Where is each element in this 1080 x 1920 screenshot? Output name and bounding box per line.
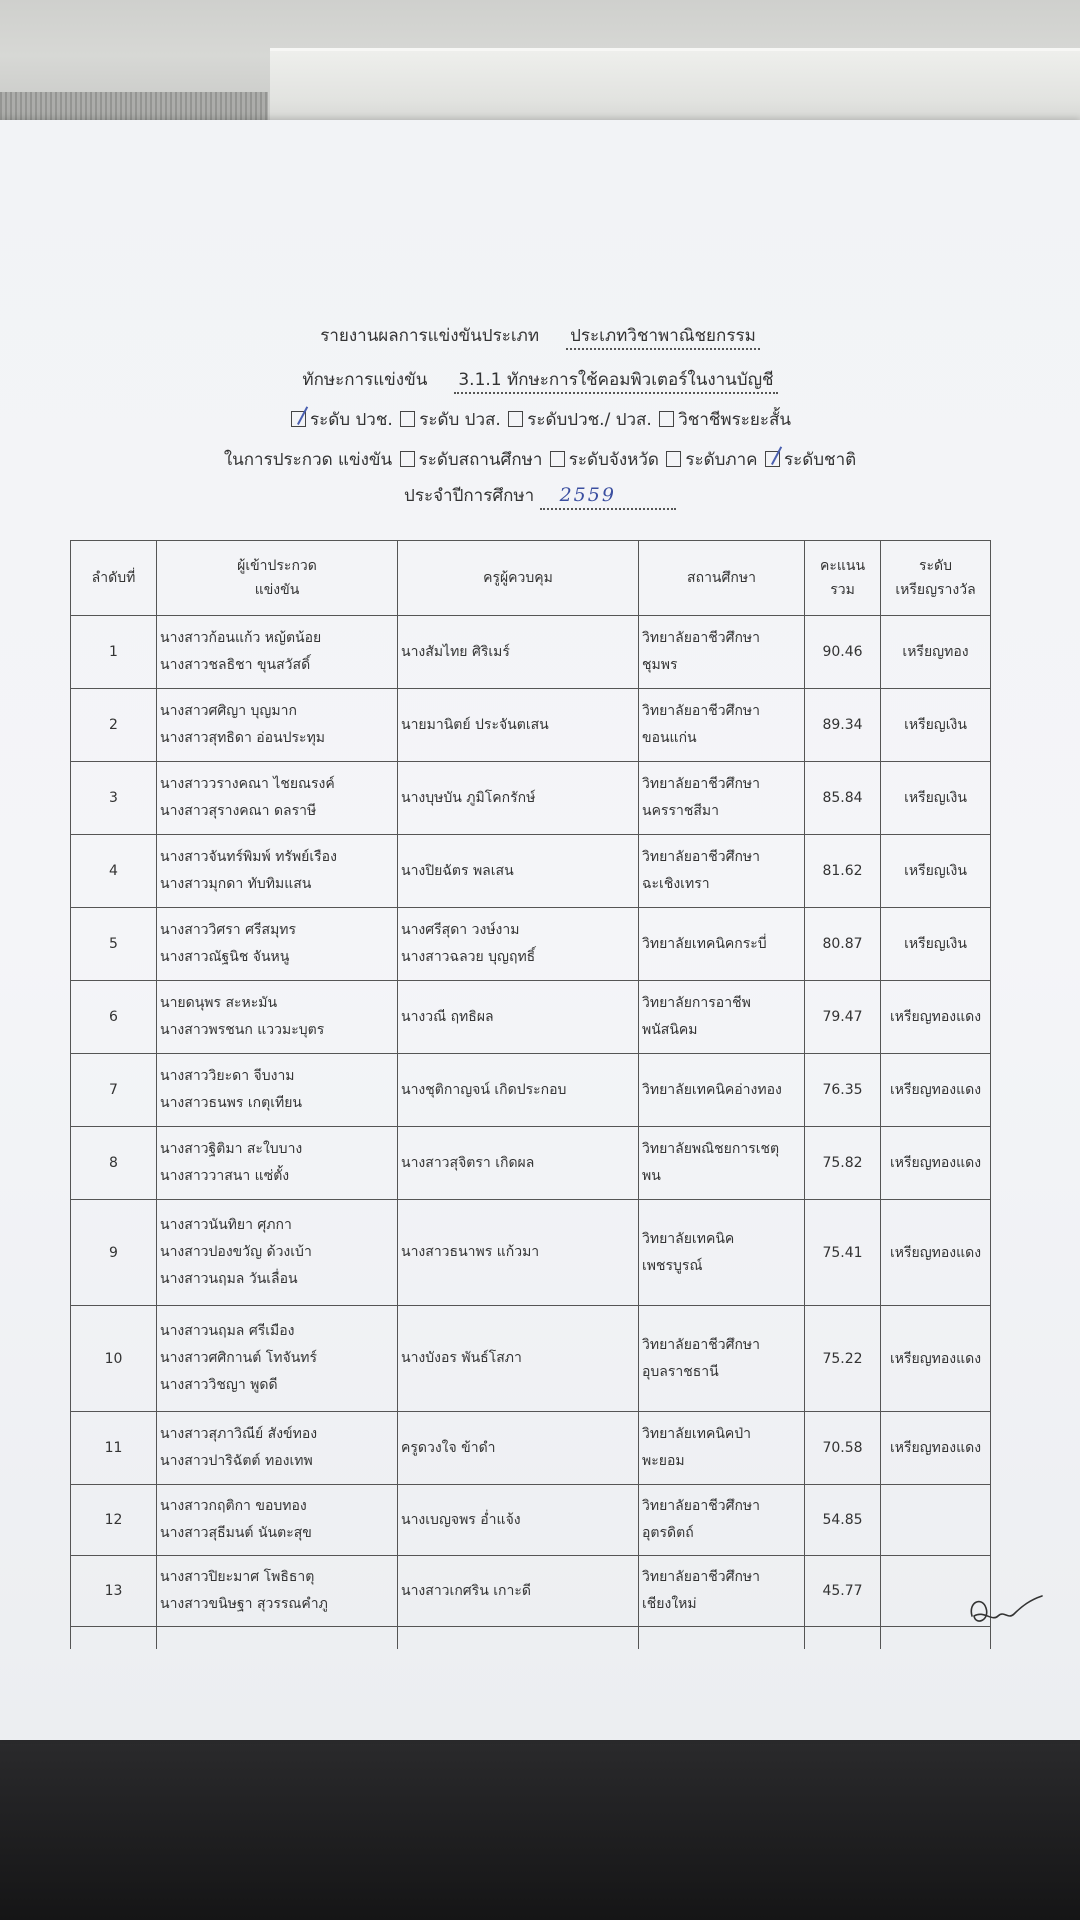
cell-score: 90.46 — [805, 616, 881, 689]
year-label: ประจำปีการศึกษา — [404, 486, 535, 506]
cell-award — [881, 1485, 991, 1556]
cell-rank: 6 — [71, 981, 157, 1054]
skill-line — [0, 366, 1080, 393]
cell-award: เหรียญทองแดง — [881, 1306, 991, 1412]
cell-school: วิทยาลัยอาชีวศึกษา ขอนแก่น — [639, 689, 805, 762]
cell-contestants: นางสาวก้อนแก้ว หญ้ตน้อย นางสาวชลธิชา ขุนสวัสดิ์ — [157, 616, 398, 689]
table-header-row — [71, 541, 991, 616]
cell-contestants: นางสาววิยะดา จีบงาม นางสาวธนพร เกตุเทียน — [157, 1054, 398, 1127]
report-label: รายงานผลการแข่งขันประเภท — [320, 326, 540, 346]
col-header-rank: ลำดับที่ — [71, 541, 157, 616]
cell-contestants: นางสาวปิยะมาศ โพธิธาตุ นางสาวขนิษฐา สุวรรณคำภู — [157, 1556, 398, 1627]
cell-coach: นางชุติกาญจน์ เกิดประกอบ — [398, 1054, 639, 1127]
scope-checkbox-2[interactable] — [550, 451, 565, 467]
scope-options — [0, 446, 1080, 473]
table-row — [71, 1485, 991, 1556]
cell-empty — [157, 1627, 398, 1650]
cell-score: 54.85 — [805, 1485, 881, 1556]
cell-coach: นางสาวธนาพร แก้วมา — [398, 1200, 639, 1306]
level-checkbox-2[interactable] — [400, 411, 415, 427]
cell-score: 75.41 — [805, 1200, 881, 1306]
cell-rank: 11 — [71, 1412, 157, 1485]
table-row — [71, 1200, 991, 1306]
cell-award: เหรียญเงิน — [881, 762, 991, 835]
cell-award: เหรียญทอง — [881, 616, 991, 689]
level-label-1: ระดับ ปวช. — [310, 410, 393, 430]
cell-contestants: นางสาวนฤมล ศรีเมือง นางสาวศศิกานต์ โทจันทร์ นางสาววิชญา พูดดี — [157, 1306, 398, 1412]
cell-rank: 1 — [71, 616, 157, 689]
year-value: 2559 — [559, 484, 616, 506]
level-checkbox-3[interactable] — [508, 411, 523, 427]
scope-checkbox-1[interactable] — [400, 451, 415, 467]
cell-contestants: นายดนุพร สะหะมัน นางสาวพรชนก แววมะบุตร — [157, 981, 398, 1054]
cell-coach: ครูดวงใจ ข้าดำ — [398, 1412, 639, 1485]
cell-school: วิทยาลัยอาชีวศึกษา ชุมพร — [639, 616, 805, 689]
cell-school: วิทยาลัยการอาชีพ พนัสนิคม — [639, 981, 805, 1054]
level-label-4: วิชาชีพระยะสั้น — [678, 410, 791, 430]
scope-label-3: ระดับภาค — [685, 450, 758, 470]
cell-school: วิทยาลัยเทคนิคอ่างทอง — [639, 1054, 805, 1127]
col-header-award: ระดับ เหรียญรางวัล — [881, 541, 991, 616]
signature-mark — [964, 1586, 1044, 1630]
report-title-line — [0, 322, 1080, 349]
cell-coach: นางเบญจพร อ่ำแจ้ง — [398, 1485, 639, 1556]
cell-award: เหรียญทองแดง — [881, 1200, 991, 1306]
col-header-school: สถานศึกษา — [639, 541, 805, 616]
scope-checkbox-4[interactable] — [765, 451, 780, 467]
year-line — [0, 482, 1080, 509]
table-body — [71, 616, 991, 1650]
scope-label-4: ระดับชาติ — [783, 450, 857, 470]
cell-school: วิทยาลัยเทคนิคป่า พะยอม — [639, 1412, 805, 1485]
table-row — [71, 1412, 991, 1485]
cell-coach: นางสัมไทย ศิริเมร์ — [398, 616, 639, 689]
cell-empty — [639, 1627, 805, 1650]
scope-label-2: ระดับจังหวัด — [568, 450, 659, 470]
cell-rank: 8 — [71, 1127, 157, 1200]
cell-contestants: นางสาวกฤติกา ขอบทอง นางสาวสุธีมนต์ นันตะสุข — [157, 1485, 398, 1556]
cell-contestants: นางสาวฐิติมา สะใบบาง นางสาววาสนา แซ่ตั้ง — [157, 1127, 398, 1200]
cell-school: วิทยาลัยอาชีวศึกษา เชียงใหม่ — [639, 1556, 805, 1627]
contest-label: ในการประกวด แข่งขัน — [223, 450, 393, 470]
cell-school: วิทยาลัยเทคนิคกระบี่ — [639, 908, 805, 981]
col-header-contestants: ผู้เข้าประกวด แข่งขัน — [157, 541, 398, 616]
cell-rank: 12 — [71, 1485, 157, 1556]
table-row — [71, 835, 991, 908]
table-row — [71, 1127, 991, 1200]
cell-award: เหรียญเงิน — [881, 689, 991, 762]
cell-empty — [805, 1627, 881, 1650]
level-options — [0, 406, 1080, 433]
cell-coach: นางสาวสุจิตรา เกิดผล — [398, 1127, 639, 1200]
cell-rank: 7 — [71, 1054, 157, 1127]
cell-award: เหรียญทองแดง — [881, 981, 991, 1054]
table-row — [71, 1054, 991, 1127]
cell-rank: 13 — [71, 1556, 157, 1627]
cell-rank: 3 — [71, 762, 157, 835]
cell-coach: นางบังอร พันธ์โสภา — [398, 1306, 639, 1412]
cell-empty — [398, 1627, 639, 1650]
cell-coach: นางปิยฉัตร พลเสน — [398, 835, 639, 908]
cell-rank: 5 — [71, 908, 157, 981]
cell-school: วิทยาลัยอาชีวศึกษา อุตรดิตถ์ — [639, 1485, 805, 1556]
level-checkbox-4[interactable] — [659, 411, 674, 427]
background-desk — [0, 1740, 1080, 1920]
cell-school: วิทยาลัยอาชีวศึกษา ฉะเชิงเทรา — [639, 835, 805, 908]
cell-rank: 4 — [71, 835, 157, 908]
cell-contestants: นางสาวสุภาวิณีย์ สังข์ทอง นางสาวปาริฉัตต์ ทองเทพ — [157, 1412, 398, 1485]
cell-coach: นางวณี ฤทธิผล — [398, 981, 639, 1054]
cell-award: เหรียญทองแดง — [881, 1127, 991, 1200]
col-header-coach: ครูผู้ควบคุม — [398, 541, 639, 616]
level-label-2: ระดับ ปวส. — [419, 410, 501, 430]
skill-label: ทักษะการแข่งขัน — [302, 370, 428, 390]
cell-coach: นางบุษบัน ภูมิโคกรักษ์ — [398, 762, 639, 835]
table-row — [71, 1306, 991, 1412]
table-row — [71, 981, 991, 1054]
table-row — [71, 908, 991, 981]
cell-score: 79.47 — [805, 981, 881, 1054]
level-checkbox-1[interactable] — [291, 411, 306, 427]
cell-contestants: นางสาวนันทิยา ศุภกา นางสาวปองขวัญ ด้วงเบ้า นางสาวนฤมล วันเลื่อน — [157, 1200, 398, 1306]
cell-score: 45.77 — [805, 1556, 881, 1627]
level-label-3: ระดับปวช./ ปวส. — [527, 410, 652, 430]
table-row — [71, 1556, 991, 1627]
cell-coach: นางศรีสุดา วงษ์งาม นางสาวฉลวย บุญฤทธิ์ — [398, 908, 639, 981]
cell-contestants: นางสาววิศรา ศรีสมุทร นางสาวณัฐนิช จันหนู — [157, 908, 398, 981]
cell-school: วิทยาลัยอาชีวศึกษา อุบลราชธานี — [639, 1306, 805, 1412]
year-field[interactable] — [540, 486, 676, 510]
skill-value: 3.1.1 ทักษะการใช้คอมพิวเตอร์ในงานบัญชี — [454, 370, 777, 394]
cell-score: 89.34 — [805, 689, 881, 762]
cell-coach: นางสาวเกศริน เกาะดี — [398, 1556, 639, 1627]
cell-empty — [71, 1627, 157, 1650]
cell-score: 70.58 — [805, 1412, 881, 1485]
cell-score: 81.62 — [805, 835, 881, 908]
col-header-score: คะแนน รวม — [805, 541, 881, 616]
table-row-blank — [71, 1627, 991, 1650]
cell-school: วิทยาลัยอาชีวศึกษา นครราชสีมา — [639, 762, 805, 835]
cell-score: 75.22 — [805, 1306, 881, 1412]
table-row — [71, 616, 991, 689]
cell-contestants: นางสาวศศิญา บุญมาก นางสาวสุทธิดา อ่อนประทุม — [157, 689, 398, 762]
cell-score: 75.82 — [805, 1127, 881, 1200]
cell-score: 85.84 — [805, 762, 881, 835]
table-row — [71, 762, 991, 835]
results-table — [70, 540, 991, 1649]
cell-coach: นายมานิตย์ ประจันตเสน — [398, 689, 639, 762]
cell-contestants: นางสาวจันทร์พิมพ์ ทรัพย์เรือง นางสาวมุกดา ทับทิมแสน — [157, 835, 398, 908]
category-value: ประเภทวิชาพาณิชยกรรม — [566, 326, 760, 350]
cell-rank: 10 — [71, 1306, 157, 1412]
cell-score: 76.35 — [805, 1054, 881, 1127]
cell-contestants: นางสาววรางคณา ไชยณรงค์ นางสาวสุรางคณา ดลราษี — [157, 762, 398, 835]
cell-rank: 2 — [71, 689, 157, 762]
scope-checkbox-3[interactable] — [666, 451, 681, 467]
cell-award: เหรียญเงิน — [881, 908, 991, 981]
cell-award: เหรียญทองแดง — [881, 1412, 991, 1485]
cell-school: วิทยาลัยเทคนิค เพชรบูรณ์ — [639, 1200, 805, 1306]
table-row — [71, 689, 991, 762]
cell-score: 80.87 — [805, 908, 881, 981]
cell-award: เหรียญเงิน — [881, 835, 991, 908]
cell-rank: 9 — [71, 1200, 157, 1306]
cell-award: เหรียญทองแดง — [881, 1054, 991, 1127]
cell-school: วิทยาลัยพณิชยการเชตุ พน — [639, 1127, 805, 1200]
scope-label-1: ระดับสถานศึกษา — [418, 450, 543, 470]
